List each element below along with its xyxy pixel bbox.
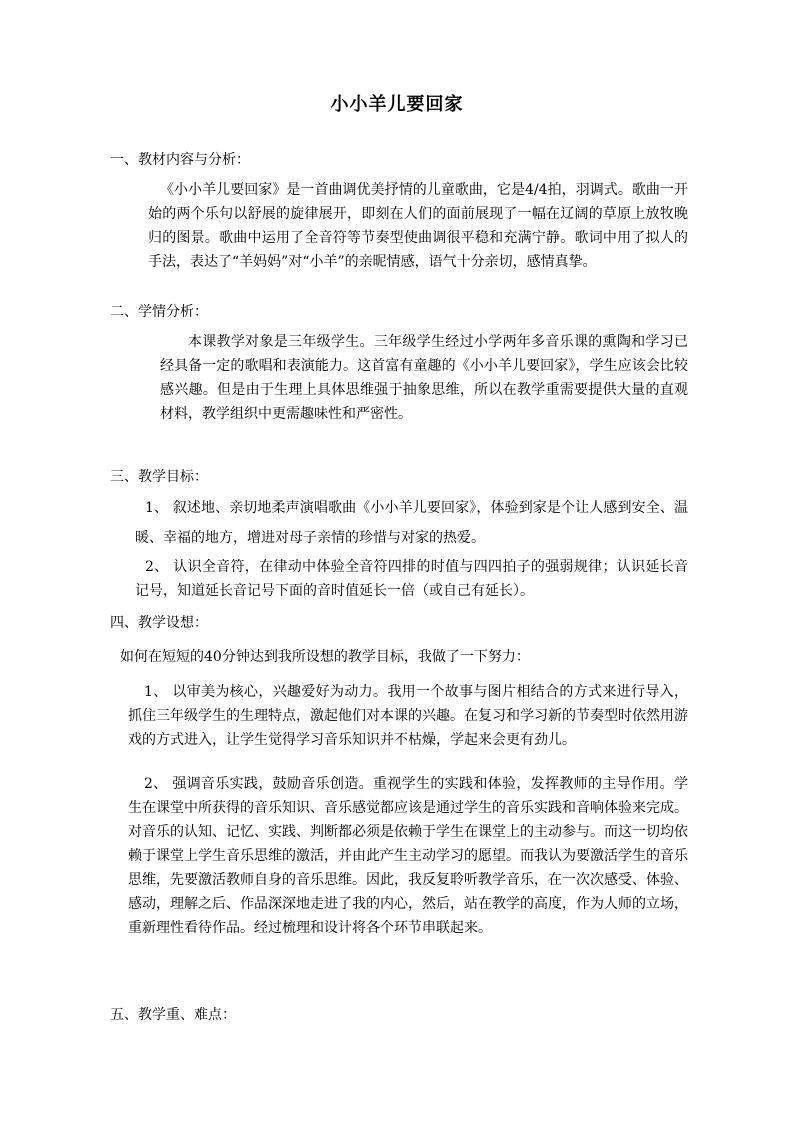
- design-intro: 如何在短短的40分钟达到我所设想的教学目标，我做了一下努力：: [120, 649, 530, 665]
- design-item-1: 1、 以审美为核心，兴趣爱好为动力。我用一个故事与图片相结合的方式来进行导入，抓住三年级学生的生理特点，激起他们对本课的兴趣。在复习和学习新的节奏型时依然用游戏的方式进入，让学生觉得学习音乐知识并不枯燥，学起来会更有劲儿。: [128, 684, 688, 748]
- section-heading-4: 四、教学设想：: [110, 615, 208, 631]
- design-item-2: 2、 强调音乐实践，鼓励音乐创造。重视学生的实践和体验，发挥教师的主导作用。学生在课堂中所获得的音乐知识、音乐感觉都应该是通过学生的音乐实践和音响体验来完成。对音乐的认知、记忆、实践、判断都必须是依赖于学生在课堂上的主动参与。而这一切均依赖于课堂上学生音乐思维的激活，并由此产生主动学习的愿望。而我认为要激活学生的音乐思维，先要激活教师自身的音乐思维。因此，我反复聆听教学音乐，在一次次感受、体验、感动，理解之后、作品深深地走进了我的内心，然后，站在教学的高度，作为人师的立场，重新理性看待作品。经过梳理和设计将各个环节串联起来。: [128, 776, 688, 936]
- section-heading-1: 一、教材内容与分析：: [110, 152, 250, 168]
- objective-item-2: 2、 认识全音符，在律动中体验全音符四排的时值与四四拍子的强弱规律；认识延长音记号，知道延长音记号下面的音时值延长一倍（或自己有延长）。: [135, 559, 688, 599]
- section-heading-2: 二、学情分析：: [110, 304, 208, 320]
- document-title: 小小羊儿要回家: [330, 94, 464, 115]
- section-1-paragraph: 《小小羊儿要回家》是一首曲调优美抒情的儿童歌曲，它是4/4拍，羽调式。歌曲一开始的两个乐句以舒展的旋律展开，即刻在人们的面前展现了一幅在辽阔的草原上放牧晚归的图景。歌曲中运用了全音符等节奏型使曲调很平稳和充满宁静。歌词中用了拟人的手法，表达了“羊妈妈”对“小羊”的亲昵情感，语气十分亲切，感情真挚。: [148, 182, 688, 270]
- section-heading-3: 三、教学目标：: [110, 469, 208, 485]
- objective-item-1: 1、 叙述地、亲切地柔声演唱歌曲《小小羊儿要回家》，体验到家是个让人感到安全、温暖、幸福的地方，增进对母子亲情的珍惜与对家的热爱。: [135, 500, 688, 546]
- section-2-paragraph: 本课教学对象是三年级学生。三年级学生经过小学两年多音乐课的熏陶和学习已经具备一定的歌唱和表演能力。这首富有童趣的《小小羊儿要回家》，学生应该会比较感兴趣。但是由于生理上具体思维强于抽象思维，所以在教学重需要提供大量的直观材料，教学组织中更需趣味性和严密性。: [160, 334, 688, 422]
- section-heading-5: 五、教学重、难点：: [110, 1007, 236, 1023]
